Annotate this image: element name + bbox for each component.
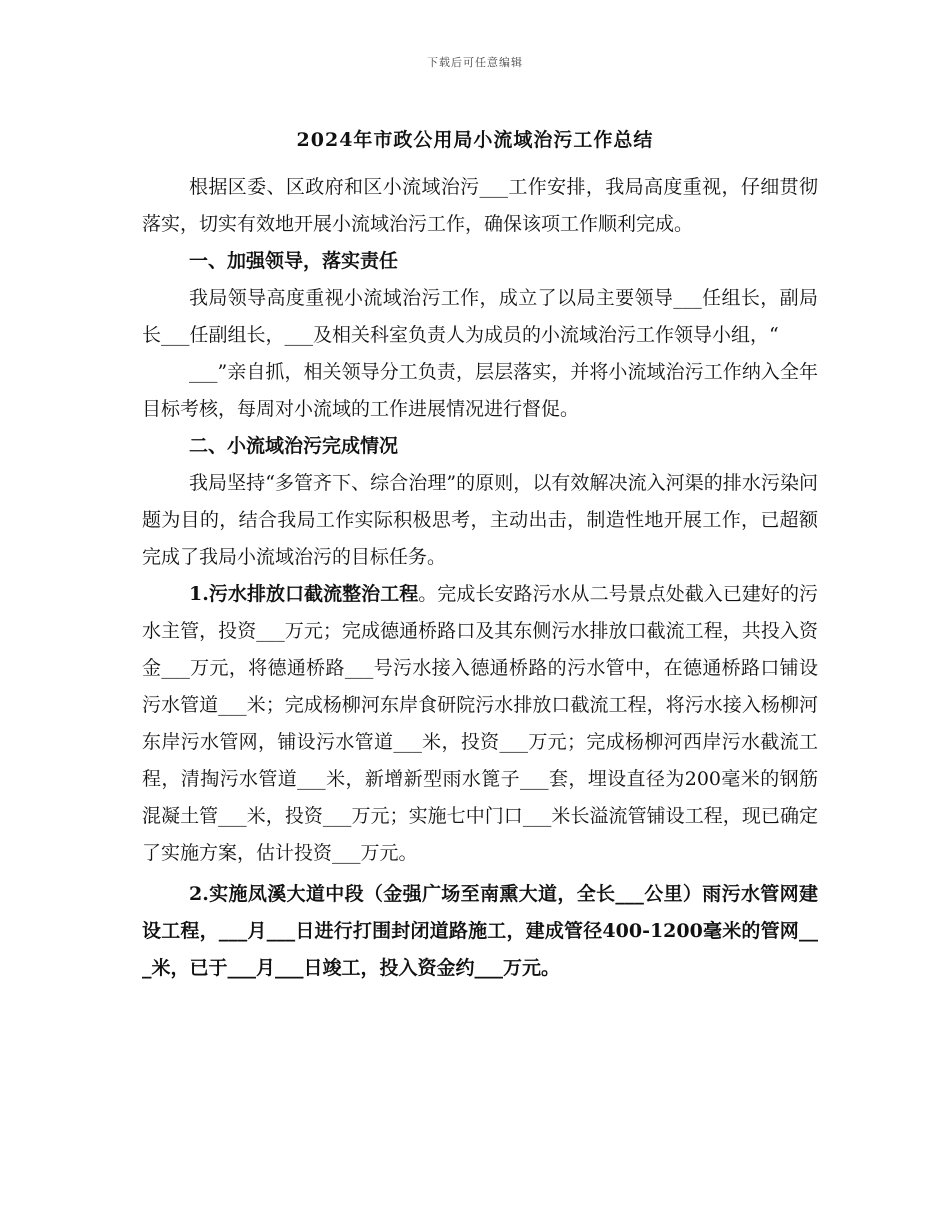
item-1-text: 。完成长安路污水从二号景点处截入已建好的污水主管，投资___万元；完成德通桥路口及其东侧污水排放口截流工程，共投入资金___万元，将德通桥路___号污水接入德通桥路的污水管中，在德通桥路口铺设污水管道___米；完成杨柳河东岸食研院污水排放口截流工程，将污水接入杨柳河东岸污水管网，铺设污水管道___米，投资___万元；完成杨柳河西岸污水截流工程，清掏污水管道___米，新增新型雨水篦子___套，埋设直径为200毫米的钢筋混凝土管___米，投资___万元；实施七中门口___米长溢流管铺设工程，现已确定了实施方案，估计投资___万元。 xyxy=(142,583,818,864)
document-body xyxy=(142,169,818,987)
section-1-paragraph-2: ___”亲自抓，相关领导分工负责，层层落实，并将小流域治污工作纳入全年目标考核，每周对小流域的工作进展情况进行督促。 xyxy=(142,361,818,420)
item-1-paragraph xyxy=(142,576,818,872)
section-2-heading: 二、小流域治污完成情况 xyxy=(189,435,399,457)
document-title: 2024年市政公用局小流域治污工作总结 xyxy=(296,129,654,151)
section-2-paragraph-1: 我局坚持“多管齐下、综合治理”的原则，以有效解决流入河渠的排水污染问题为目的，结合我局工作实际积极思考，主动出击，制造性地开展工作，已超额完成了我局小流域治污的目标任务。 xyxy=(142,472,818,568)
item-2-paragraph: 2.实施凤溪大道中段（金强广场至南熏大道，全长___公里）雨污水管网建设工程，___月___日进行打围封闭道路施工，建成管径400-1200毫米的管网___米，已于___月___日竣工，投入资金约___万元。 xyxy=(142,883,818,979)
intro-paragraph: 根据区委、区政府和区小流域治污___工作安排，我局高度重视，仔细贯彻落实，切实有效地开展小流域治污工作，确保该项工作顺利完成。 xyxy=(142,176,818,235)
section-1-heading: 一、加强领导，落实责任 xyxy=(189,250,399,272)
item-1-lead: 1.污水排放口截流整治工程 xyxy=(189,583,419,605)
header-note: 下载后可任意编辑 xyxy=(427,56,523,69)
section-1-paragraph-1: 我局领导高度重视小流域治污工作，成立了以局主要领导___任组长，副局长___任副组长，___及相关科室负责人为成员的小流域治污工作领导小组，“ xyxy=(142,287,818,346)
